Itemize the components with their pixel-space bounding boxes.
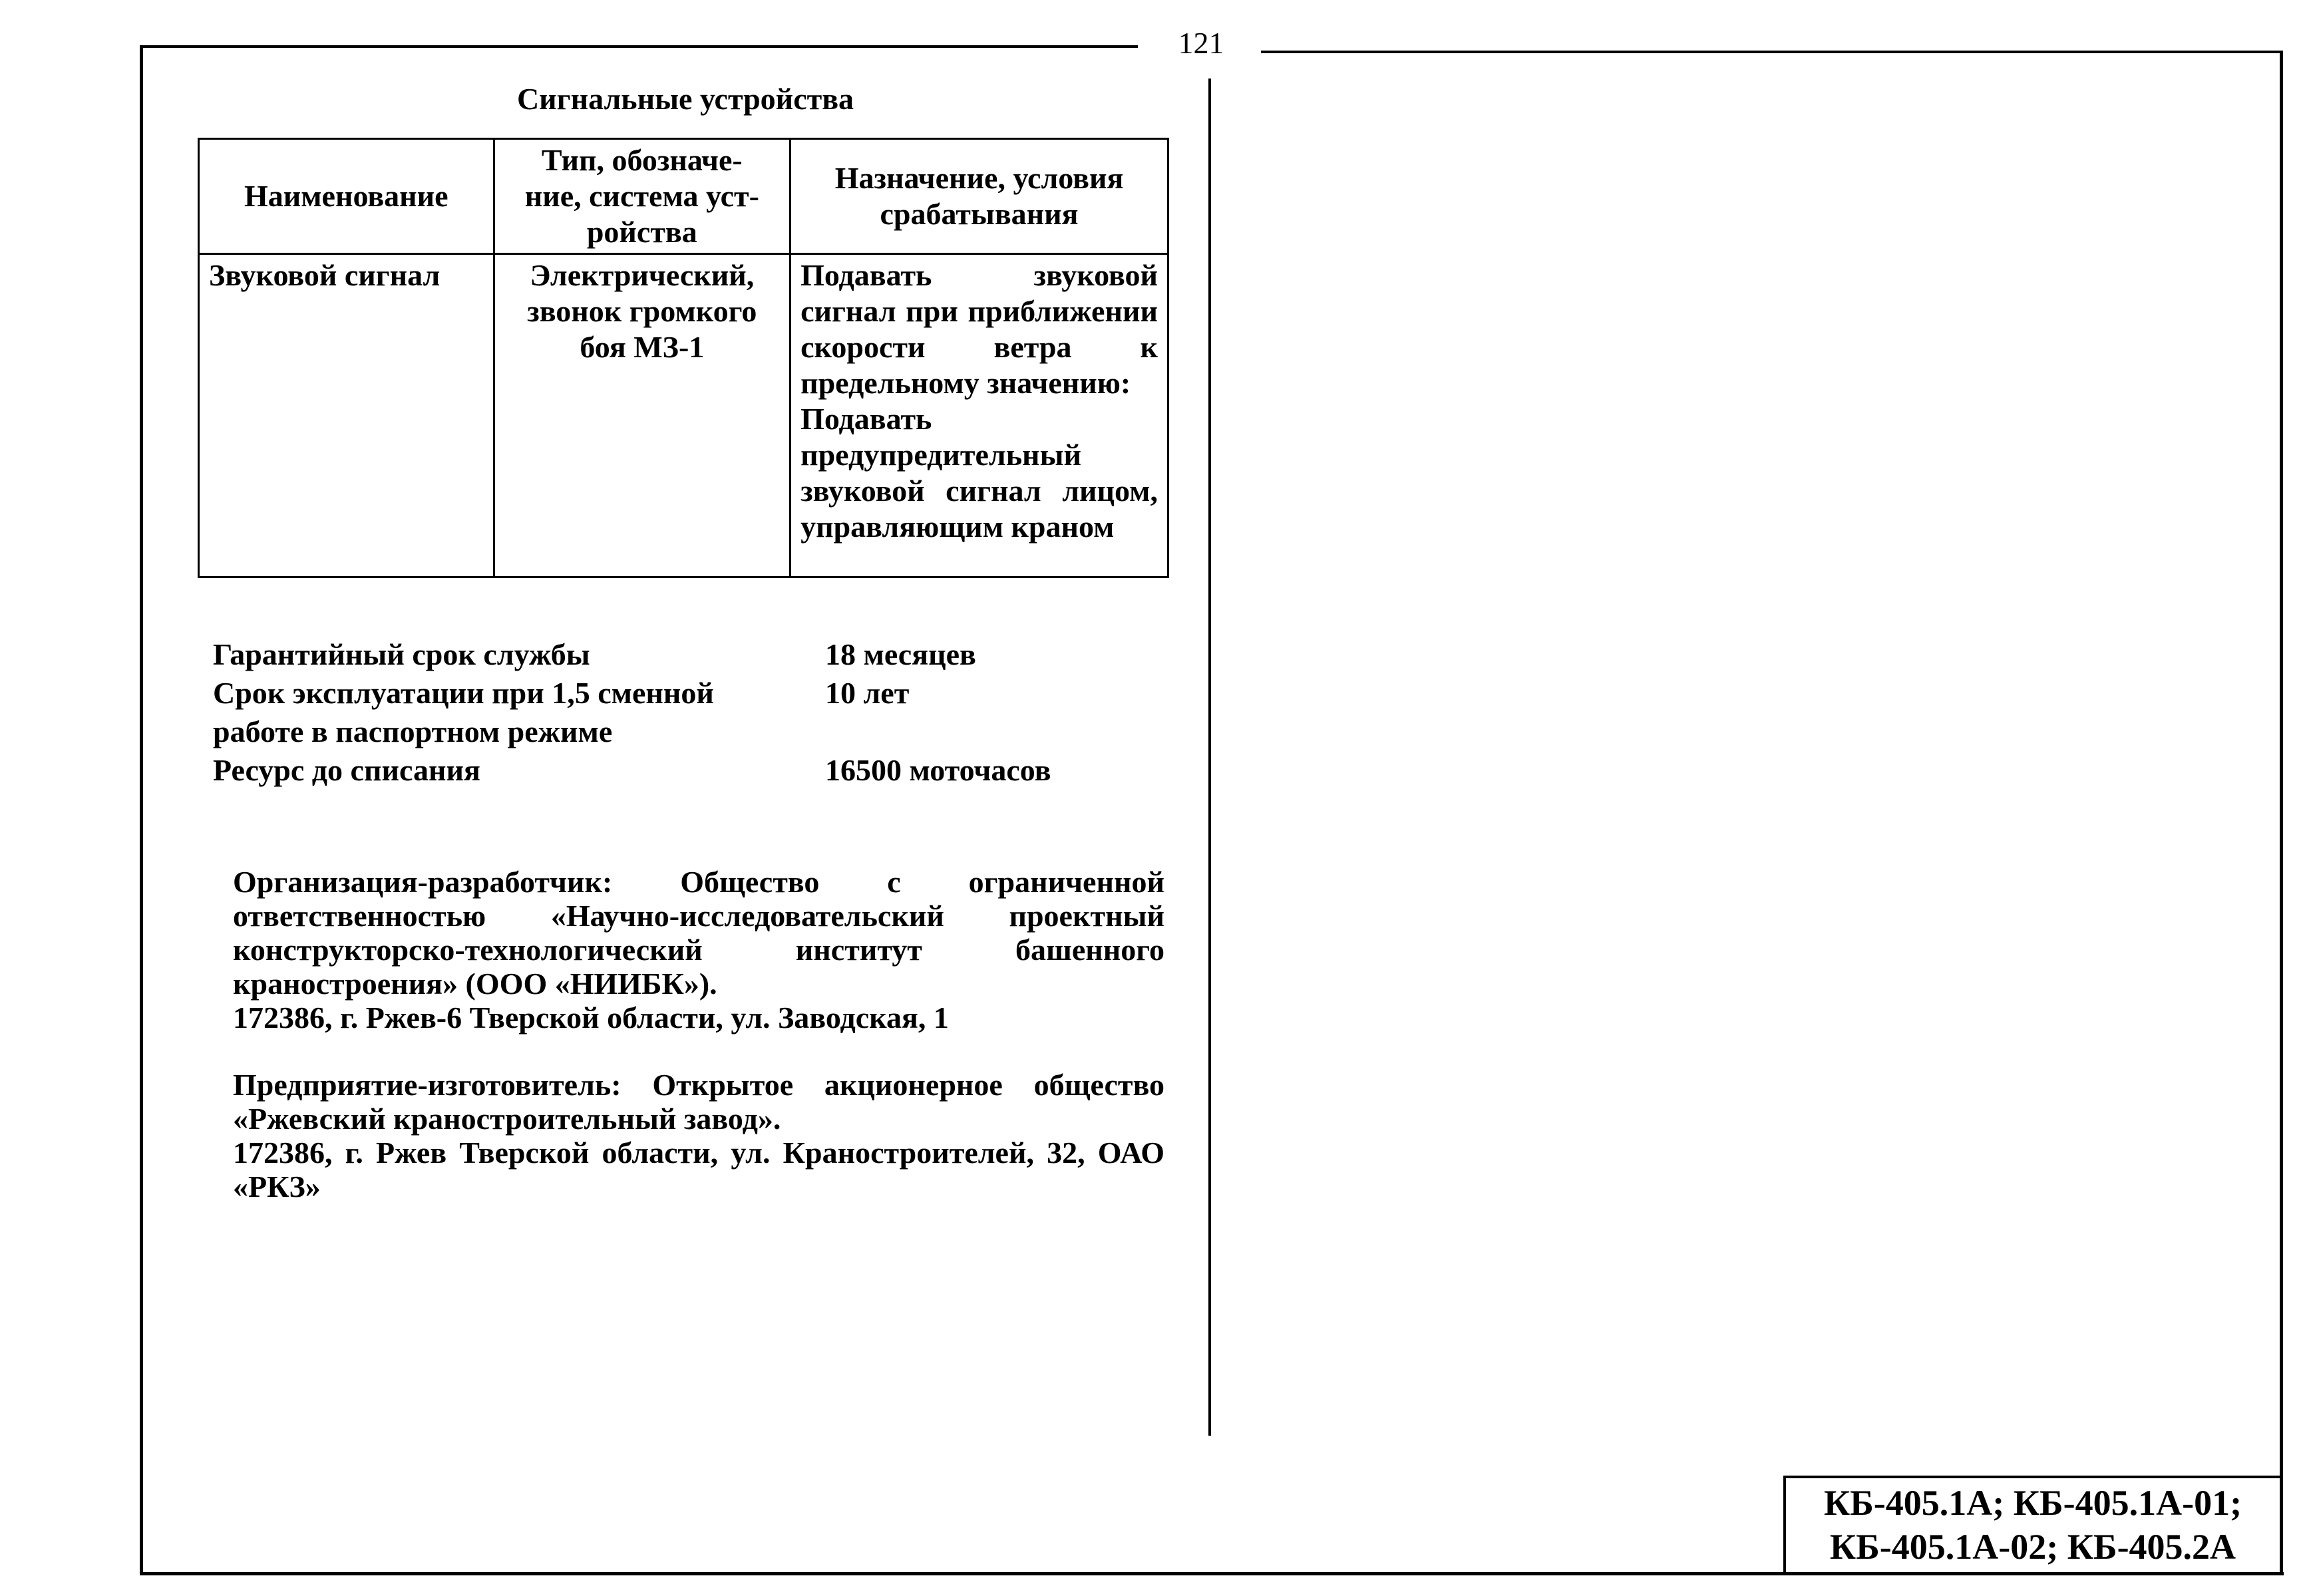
spec-value-service-life: 10 лет bbox=[825, 676, 910, 710]
developer-block bbox=[233, 865, 1164, 1035]
page-frame-top-right bbox=[1261, 51, 2283, 53]
manufacturer-text: Предприятие-изготовитель: Открытое акционерное общество «Ржевский краностроительный завод». bbox=[233, 1068, 1164, 1136]
manufacturer-block bbox=[233, 1068, 1164, 1203]
header-name: Наименование bbox=[199, 139, 494, 254]
page-frame-right bbox=[2280, 52, 2283, 1575]
spec-label-service-life-cont: работе в паспортном режиме bbox=[213, 715, 613, 748]
header-type: Тип, обозначе- ние, система уст- ройства bbox=[494, 139, 791, 254]
developer-address: 172386, г. Ржев-6 Тверской области, ул. Заводская, 1 bbox=[233, 1001, 949, 1035]
title-block-line-2: КБ-405.1А-02; КБ-405.2А bbox=[1829, 1527, 2236, 1567]
developer-text: Организация-разработчик: Общество с ограниченной ответственностью «Научно-исследовательский проектный конструкторско-технологический институт башенного краностроения» (ООО «НИИБК»). bbox=[233, 865, 1164, 1001]
purpose-text-2: Подавать предупредительный звуковой сигнал лицом, управляющим краном bbox=[800, 402, 1158, 544]
cell-device-purpose bbox=[791, 254, 1168, 577]
page-frame-left bbox=[140, 45, 143, 1575]
page-frame-bottom bbox=[140, 1572, 2284, 1575]
cell-device-name: Звуковой сигнал bbox=[199, 254, 494, 577]
column-divider bbox=[1208, 79, 1211, 1436]
spec-value-resource: 16500 моточасов bbox=[825, 753, 1051, 787]
page-frame-top-left bbox=[140, 45, 1138, 48]
purpose-text-1: Подавать звуковой сигнал при приближении скорости ветра к предельному значению: bbox=[800, 258, 1158, 400]
spec-label-resource: Ресурс до списания bbox=[213, 753, 480, 787]
document-title-block bbox=[1783, 1476, 2280, 1572]
manufacturer-address: 172386, г. Ржев Тверской области, ул. Краностроителей, 32, ОАО «РКЗ» bbox=[233, 1136, 1164, 1203]
table-header-row bbox=[199, 139, 1168, 254]
title-block-line-1: КБ-405.1А; КБ-405.1А-01; bbox=[1823, 1483, 2242, 1523]
cell-device-type: Электрический, звонок громкого боя МЗ-1 bbox=[494, 254, 791, 577]
spec-value-warranty: 18 месяцев bbox=[825, 637, 976, 671]
header-purpose: Назначение, условия срабатывания bbox=[791, 139, 1168, 254]
signal-devices-table bbox=[198, 138, 1169, 578]
spec-label-service-life: Срок эксплуатации при 1,5 сменной bbox=[213, 676, 714, 710]
page-number: 121 bbox=[1178, 26, 1224, 60]
table-row bbox=[199, 254, 1168, 577]
spec-label-warranty: Гарантийный срок службы bbox=[213, 637, 590, 671]
section-title: Сигнальные устройства bbox=[516, 82, 854, 116]
